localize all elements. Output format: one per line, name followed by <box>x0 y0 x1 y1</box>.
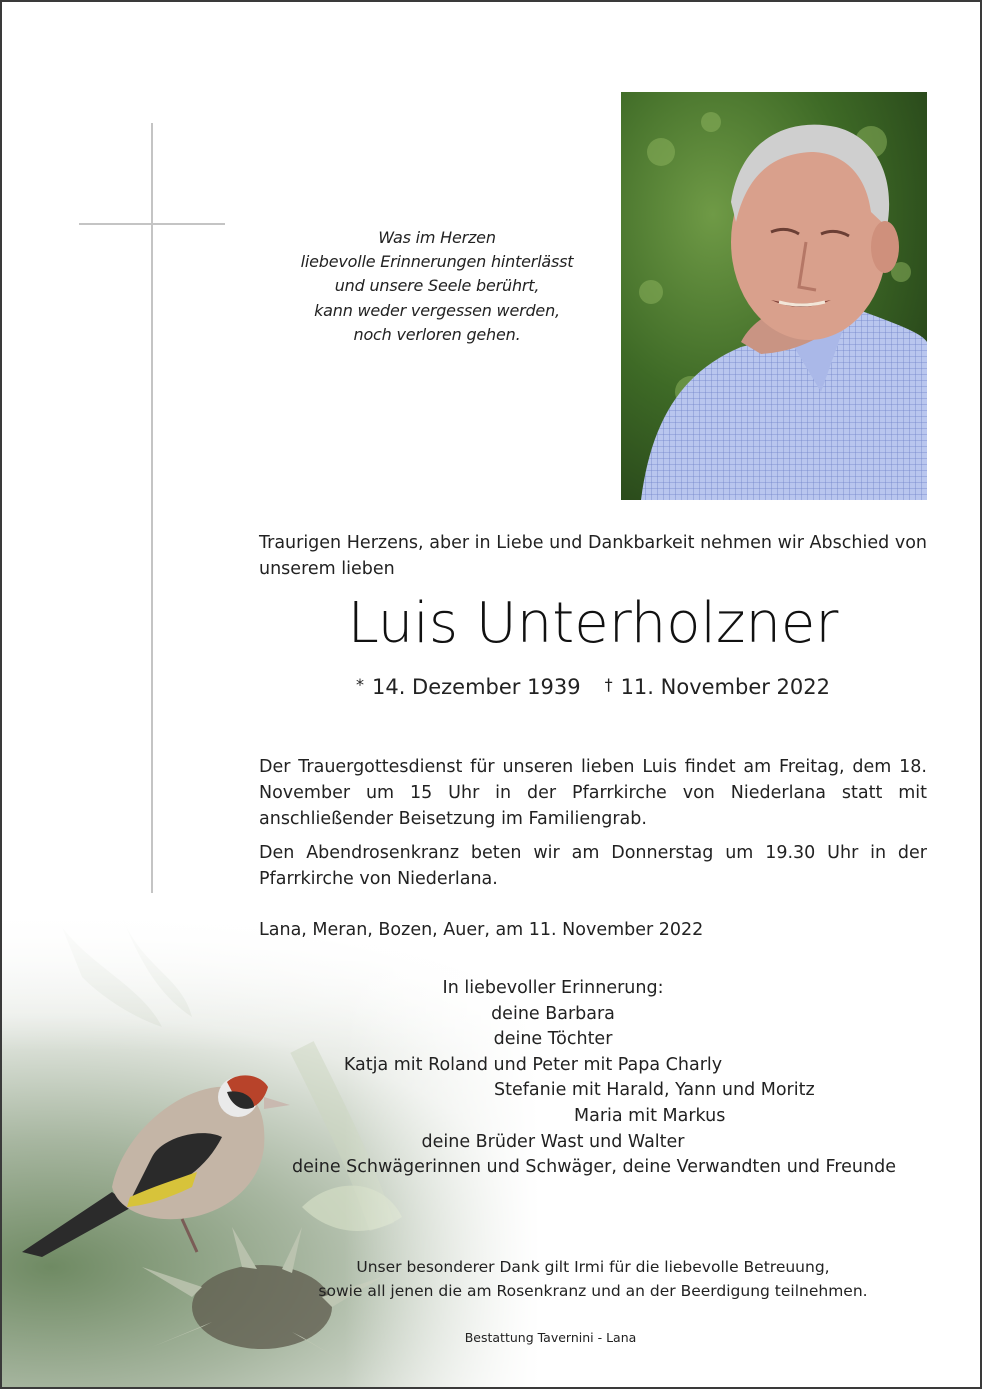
poem-line: Was im Herzen <box>378 228 496 247</box>
birth-star-icon: * <box>355 675 364 694</box>
birth-date: 14. Dezember 1939 <box>371 675 581 699</box>
death-cross-icon: † <box>604 675 613 694</box>
thanks-text <box>259 1255 927 1303</box>
portrait-photo-illustration <box>621 92 927 500</box>
intro-text: Traurigen Herzens, aber in Liebe und Dankbarkeit nehmen wir Abschied von unserem lieben <box>259 533 927 579</box>
mourner-line: deine Schwägerinnen und Schwäger, deine Verwandten und Freunde <box>292 1157 896 1178</box>
rosary-text: Den Abendrosenkranz beten wir am Donnerstag um 19.30 Uhr in der Pfarrkirche von Niederlana. <box>259 843 927 889</box>
mourner-line: Stefanie mit Harald, Yann und Moritz <box>494 1080 815 1101</box>
cross-vertical-bar <box>151 123 153 893</box>
poem-line: noch verloren gehen. <box>353 324 521 344</box>
funeral-home: Bestattung Tavernini - Lana <box>464 1330 637 1345</box>
mourner-line: Maria mit Markus <box>574 1105 726 1126</box>
memorial-poem <box>272 226 602 347</box>
service-info <box>259 754 927 900</box>
deceased-name: Luis Unterholzner <box>347 591 839 656</box>
life-dates <box>259 675 927 699</box>
funeral-mass-text: Der Trauergottesdienst für unseren lieben Luis findet am Freitag, dem 18. November um 15 Uhr in der Pfarrkirche von Niederlana statt mit anschließender Beisetzung im Familiengrab. <box>259 757 927 829</box>
mourners-heading: In liebevoller Erinnerung: <box>442 978 664 998</box>
mourner-line: deine Barbara <box>491 1003 615 1024</box>
poem-line: und unsere Seele berührt, <box>334 276 540 296</box>
poem-line: kann weder vergessen werden, <box>314 300 560 320</box>
thanks-line: Unser besonderer Dank gilt Irmi für die liebevolle Betreuung, <box>356 1258 830 1276</box>
death-date: 11. November 2022 <box>620 675 830 699</box>
portrait-photo <box>621 92 927 500</box>
thanks-line: sowie all jenen die am Rosenkranz und an der Beerdigung teilnehmen. <box>318 1282 868 1300</box>
mourner-line: Katja mit Roland und Peter mit Papa Charly <box>343 1054 723 1075</box>
mourners-list <box>259 976 927 1181</box>
mourner-line: deine Töchter <box>493 1029 613 1050</box>
place-and-date: Lana, Meran, Bozen, Auer, am 11. November 2022 <box>259 920 704 940</box>
cross-horizontal-bar <box>79 223 225 225</box>
poem-line: liebevolle Erinnerungen hinterlässt <box>300 252 574 272</box>
mourner-line: deine Brüder Wast und Walter <box>421 1131 685 1152</box>
